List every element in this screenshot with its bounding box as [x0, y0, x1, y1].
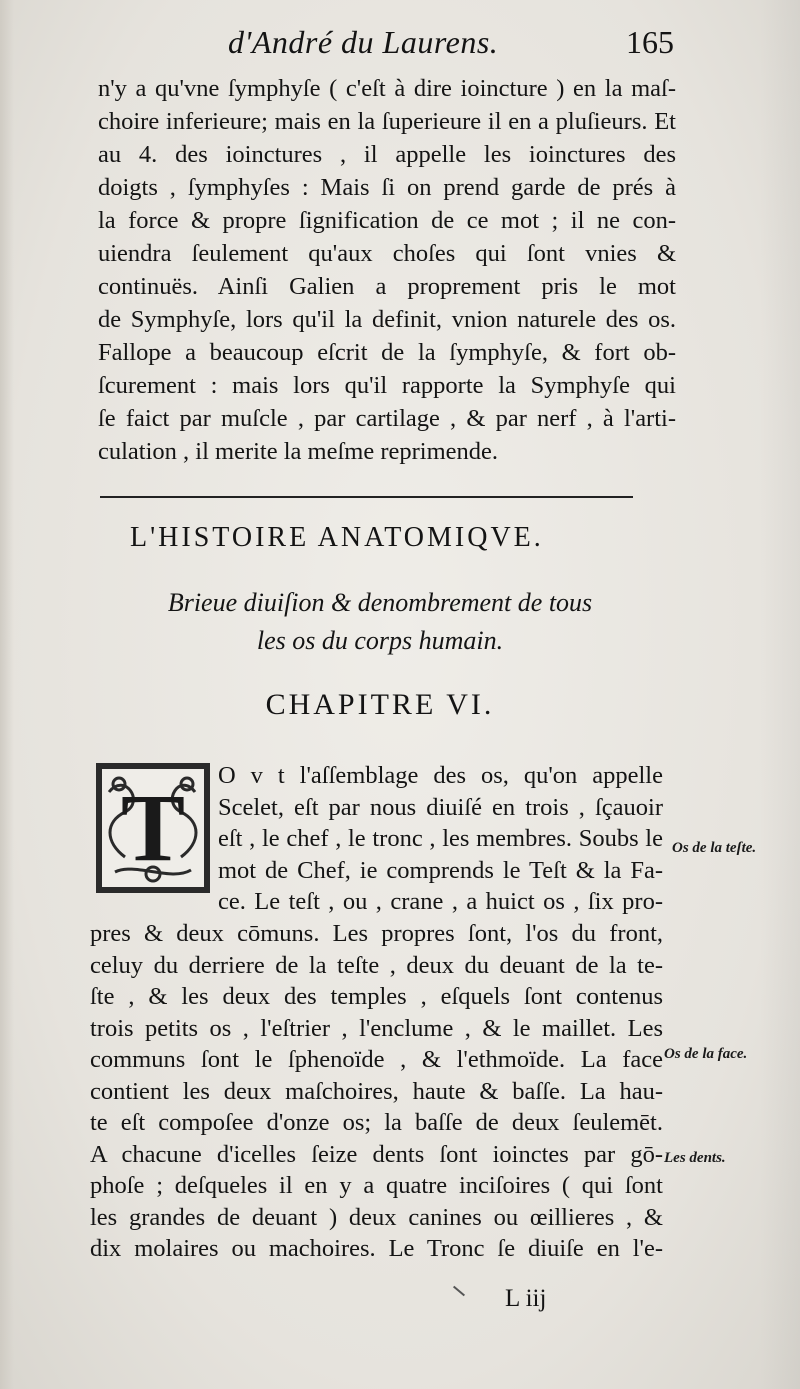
page-number: 165: [626, 24, 674, 60]
signature-mark: L iij: [505, 1285, 547, 1312]
text-line: culation , il merite la meſme reprimende.: [98, 438, 499, 465]
text-line: celuy du derriere de la teſte , deux du deuant de la te-: [90, 951, 663, 979]
text-line: dix molaires ou machoires. Le Tronc ſe diuiſe en l'e-: [90, 1235, 663, 1262]
text-line: n'y a qu'vne ſymphyſe ( c'eſt à dire ioincture ) en la maſ-: [98, 75, 676, 102]
text-line: A chacune d'icelles ſeize dents ſont ioinctes par gō-: [90, 1140, 663, 1168]
ink-mark: [453, 1286, 465, 1297]
chapter-heading: CHAPITRE VI.: [265, 688, 495, 721]
text-line: ſe faict par muſcle , par cartilage , & par nerf , à l'arti-: [98, 405, 676, 432]
text-line: pres & deux cōmuns. Les propres ſont, l'os du front,: [90, 920, 663, 947]
text-line: te eſt compoſee d'onze os; la baſſe de deux ſeulemēt.: [90, 1109, 663, 1136]
text-line: choire inferieure; mais en la ſuperieure il en a pluſieurs. Et: [98, 108, 676, 135]
text-line: phoſe ; deſqueles il en y a quatre inciſoires ( qui ſont: [90, 1172, 663, 1199]
margin-note: Os de la face.: [664, 1046, 748, 1062]
chapter-subtitle-line-2: les os du corps humain.: [256, 626, 504, 655]
text-line: de Symphyſe, lors qu'il la definit, vnion naturele des os.: [98, 306, 676, 333]
text-line: communs ſont le ſphenoïde , & l'ethmoïde. La face: [90, 1046, 663, 1073]
chapter-text: [90, 918, 663, 1265]
ornamental-initial: [95, 762, 211, 894]
text-line: ſte , & les deux des temples , eſquels ſont contenus: [90, 983, 663, 1010]
text-line: O v t l'aſſemblage des os, qu'on appelle: [218, 762, 663, 789]
text-line: continuës. Ainſi Galien a proprement pris le mot: [98, 273, 676, 300]
page-header: [228, 24, 688, 68]
chapter-text-indented: [218, 760, 663, 918]
text-line: Fallope a beaucoup eſcrit de la ſymphyſe, & fort ob-: [98, 339, 676, 366]
facing-page-bleed: [760, 0, 800, 1389]
section-title: L'HISTOIRE ANATOMIQVE.: [130, 522, 544, 553]
text-line: au 4. des ioinctures , il appelle les ioinctures des: [98, 141, 676, 168]
text-line: ſcurement : mais lors qu'il rapporte la Symphyſe qui: [98, 372, 676, 399]
text-line: Scelet, eſt par nous diuiſé en trois , ſçauoir: [218, 793, 663, 821]
text-line: doigts , ſymphyſes : Mais ſi on prend garde de prés à: [98, 174, 676, 201]
text-line: trois petits os , l'eſtrier , l'enclume , & le maillet. Les: [90, 1014, 663, 1042]
margin-note: Os de la teſte.: [672, 840, 757, 856]
text-line: les grandes de deuant ) deux canines ou œillieres , &: [90, 1203, 663, 1231]
text-line: la force & propre ſignification de ce mot ; il ne con-: [98, 207, 676, 234]
margin-note: Les dents.: [664, 1150, 726, 1166]
running-title: d'André du Laurens.: [228, 24, 499, 60]
text-line: eſt , le chef , le tronc , les membres. Soubs le: [218, 825, 663, 852]
text-line: contient les deux maſchoires, haute & baſſe. La hau-: [90, 1077, 663, 1105]
text-line: mot de Chef, ie comprends le Teſt & la Fa-: [218, 856, 663, 884]
text-line: uiendra ſeulement qu'aux choſes qui ſont vnies &: [98, 240, 676, 267]
text-line: ce. Le teſt , ou , crane , a huict os , ſix pro-: [218, 888, 663, 915]
chapter-subtitle-line-1: Brieue diuiſion & denombrement de tous: [167, 588, 593, 617]
page-gutter-shadow: [0, 0, 14, 1389]
drop-cap-letter: T: [120, 774, 186, 881]
top-paragraph: [98, 72, 676, 468]
section-divider: [100, 496, 633, 498]
